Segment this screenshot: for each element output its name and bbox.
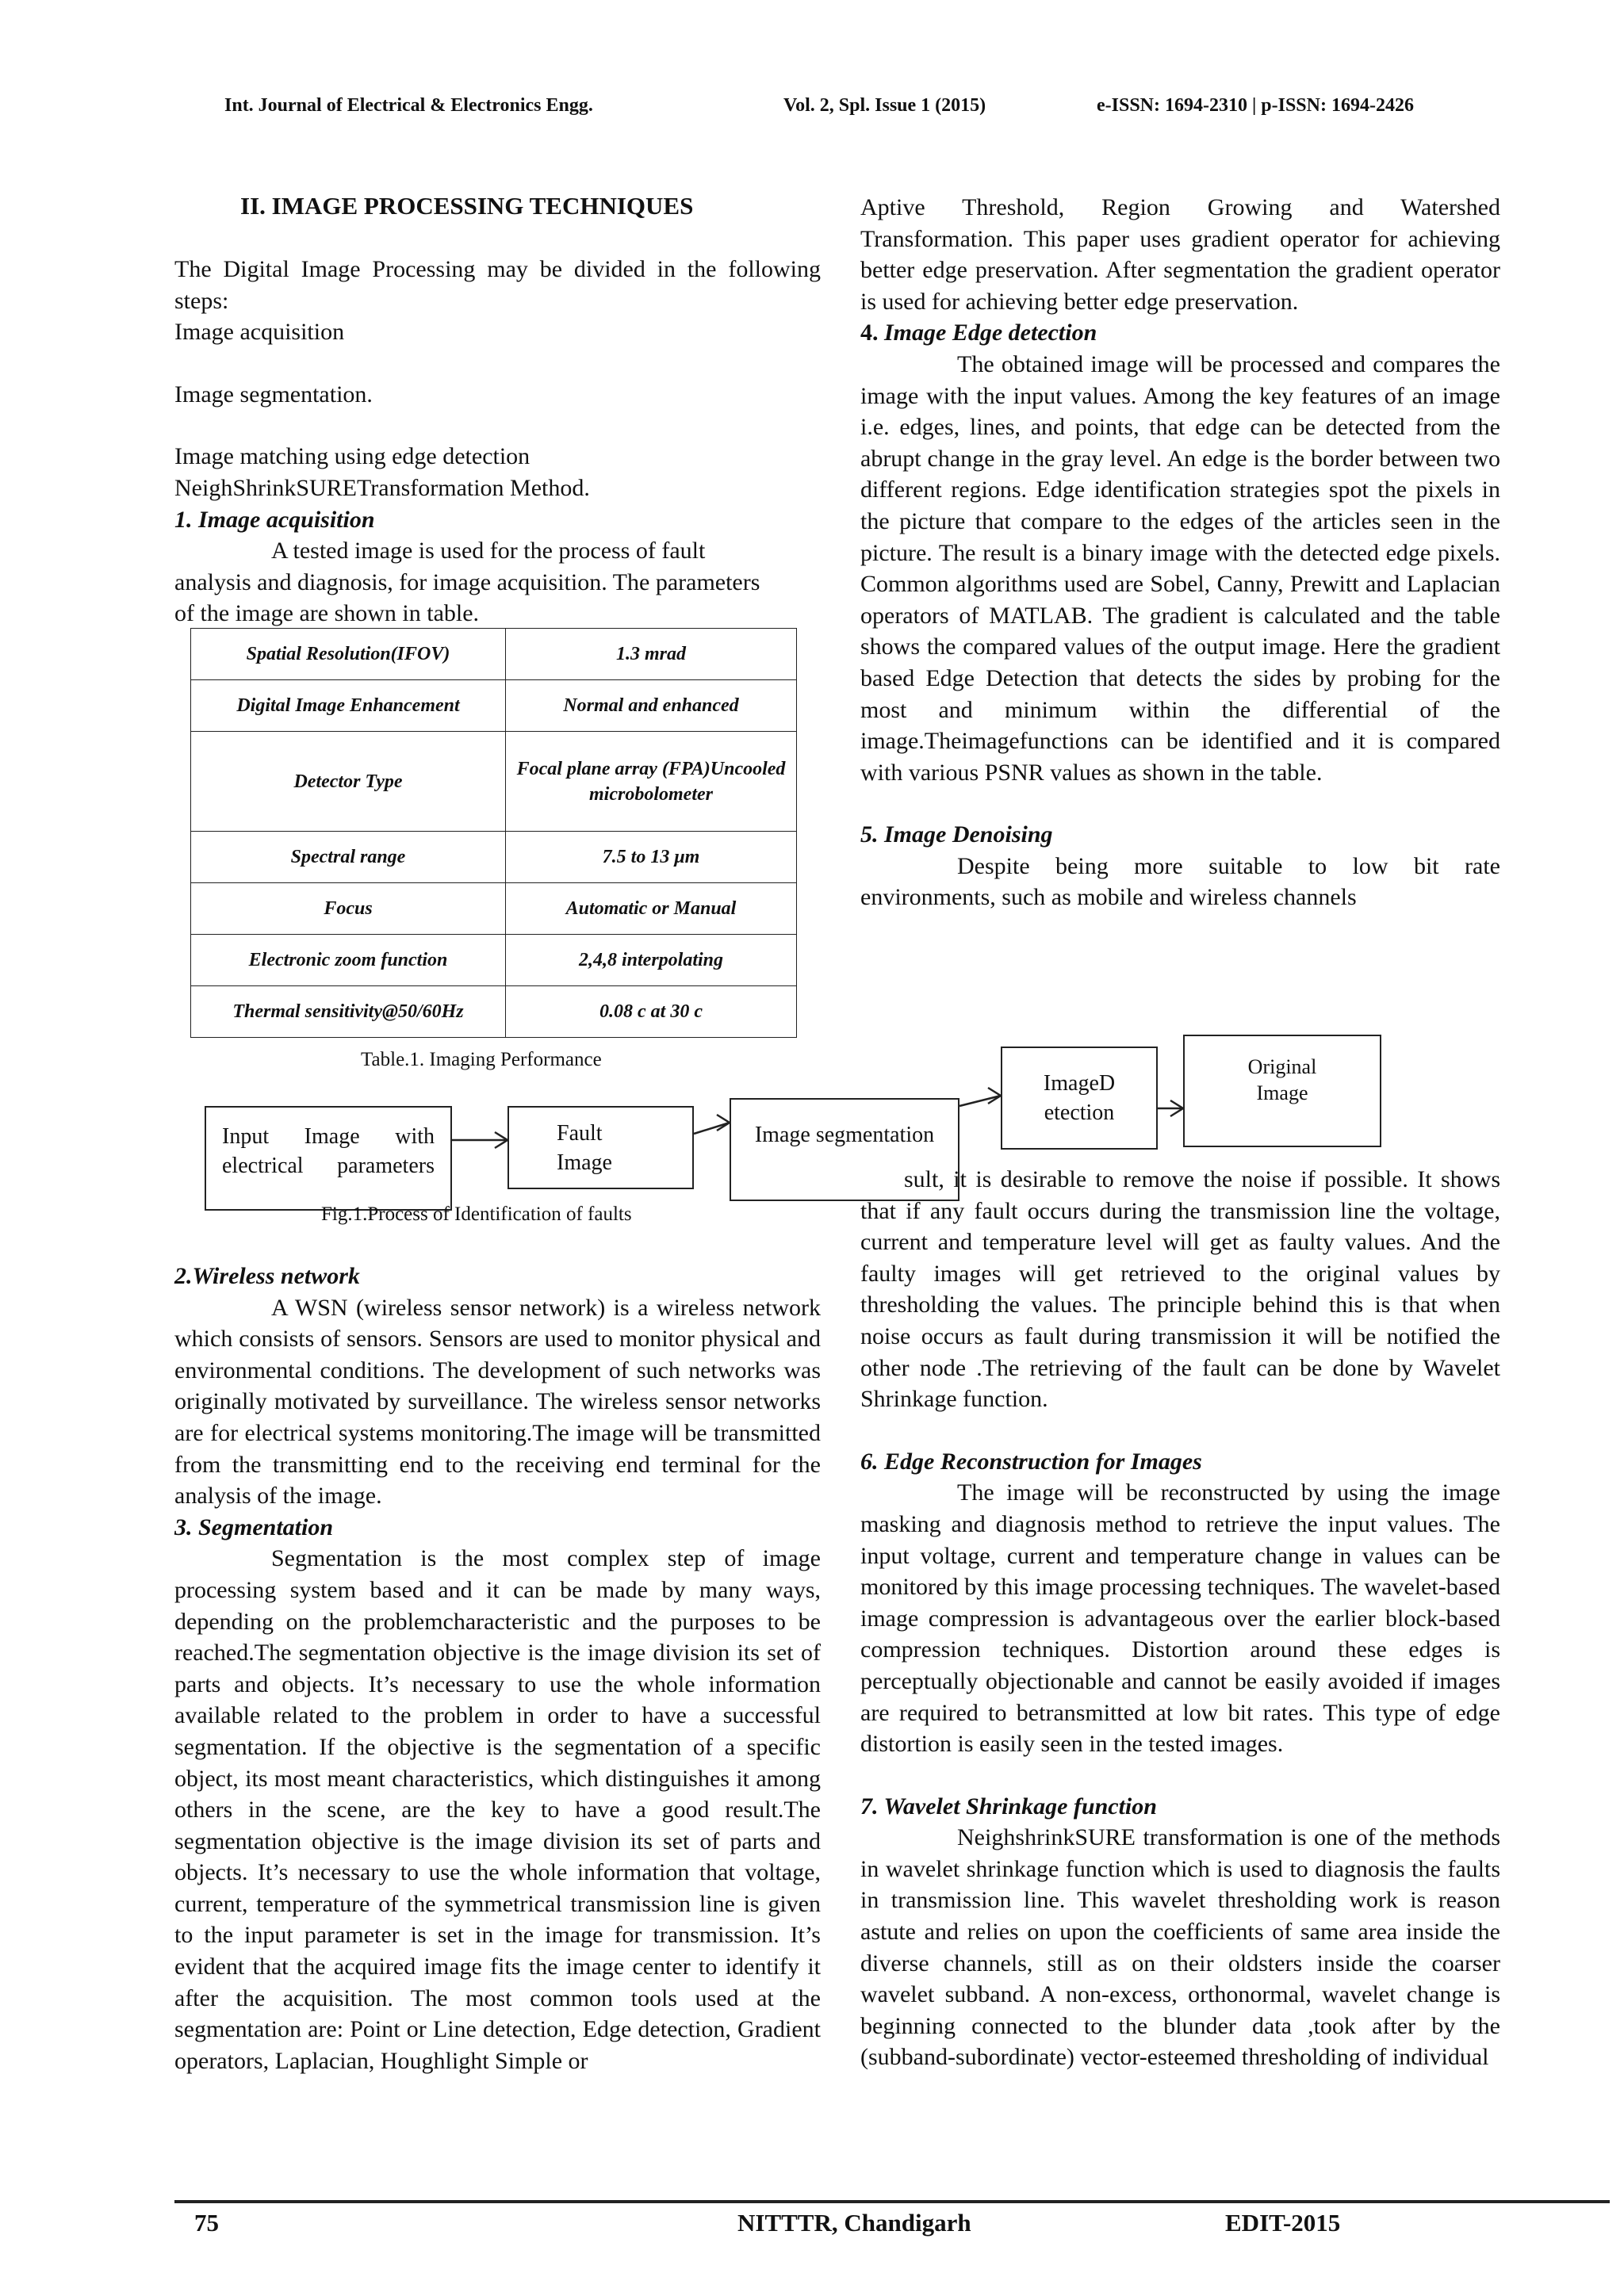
table-param: Digital Image Enhancement xyxy=(191,680,506,732)
arrow-1 xyxy=(452,1132,508,1148)
box-image-detection-label: ImageD etection xyxy=(1043,1071,1116,1125)
arrow-2 xyxy=(694,1115,730,1134)
section-4-title: Image Edge detection xyxy=(884,320,1097,346)
journal-name: Int. Journal of Electrical & Electronics Engg. xyxy=(224,95,593,116)
step-1: Image acquisition xyxy=(174,319,345,346)
table-param: Thermal sensitivity@50/60Hz xyxy=(191,986,506,1038)
table-value: Normal and enhanced xyxy=(506,680,797,732)
section-5-heading: 5. Image Denoising xyxy=(860,821,1053,848)
table-value: 1.3 mrad xyxy=(506,629,797,680)
section-5-continued: sult, it is desirable to remove the noise if possible. It shows that if any fault occurs during the transmission line the voltage, current and temperature level will get as faulty values. And the faulty images will get retrieved to the original values by thresholding the values. The principle behind this is that when noise occurs as fault during transmission it will be notified the other node .The retrieving of the fault can be done by Wavelet Shrinkage function. xyxy=(860,1166,1500,1413)
table-value: 0.08 c at 30 c xyxy=(506,986,797,1038)
box-image-detection xyxy=(1001,1047,1158,1150)
section-4-number: 4. xyxy=(860,320,879,346)
section-7-heading: 7. Wavelet Shrinkage function xyxy=(860,1793,1157,1820)
table-value: Focal plane array (FPA)Uncooled microbolometer xyxy=(506,732,797,832)
section-3-heading: 3. Segmentation xyxy=(174,1513,334,1540)
section-4-heading xyxy=(860,317,1500,349)
table-caption: Table.1. Imaging Performance xyxy=(361,1049,602,1070)
left-column-bottom xyxy=(174,1261,821,2076)
section-title: II. IMAGE PROCESSING TECHNIQUES xyxy=(240,192,694,220)
footer-divider xyxy=(174,2200,1610,2203)
section-7-body: NeighshrinkSURE transformation is one of the methods in wavelet shrinkage function which is used to diagnosis the faults in transmission line. This wavelet thresholding work is reason astute and relies on upon the coefficients of same area inside the diverse channels, still as on their oldsters inside the coarser wavelet subband. A non-excess, orthonormal, wavelet change is beginning connected to the blunder data ,took after by the (subband-subordinate) vector-esteemed thresholding of individual xyxy=(860,1824,1500,2071)
section-2-heading: 2.Wireless network xyxy=(174,1263,360,1289)
footer-edition: EDIT-2015 xyxy=(1225,2209,1341,2237)
right-column-top xyxy=(860,192,1500,913)
right-column-bottom xyxy=(860,1164,1500,2073)
step-3: Image matching using edge detection xyxy=(174,443,530,470)
table-value: 7.5 to 13 μm xyxy=(506,832,797,883)
section-4-body: The obtained image will be processed and compares the image with the input values. Among the key features of an image i.e. edges, lines, and points, that edge can be detected from the abrupt change in the gray level. An edge is the border between two different regions. Edge identification strategies spot the pixels in the picture that compare to the edges of the articles seen in the picture. The result is a binary image with the detected edge pixels. Common algorithms used are Sobel, Canny, Prewitt and Laplacian operators of MATLAB. The gradient is calculated and the table shows the compared values of the output image. Here the gradient based Edge Detection that detects the sides by probing for the most and minimum within the differential of the image.Theimagefunctions can be identified and it is compared with various PSNR values as shown in the table. xyxy=(860,350,1500,786)
issn-info: e-ISSN: 1694-2310 | p-ISSN: 1694-2426 xyxy=(1097,95,1414,116)
intro-paragraph: The Digital Image Processing may be divided in the following steps: xyxy=(174,256,821,314)
box-original-image xyxy=(1183,1035,1381,1147)
box-fault-image-label: Fault Image xyxy=(557,1121,612,1175)
segmentation-continued: Aptive Threshold, Region Growing and Watershed Transformation. This paper uses gradient operator for achieving better edge preservation. After segmentation the gradient operator is used for achieving better edge preservation. xyxy=(860,194,1500,315)
footer-institute: NITTTR, Chandigarh xyxy=(737,2209,971,2237)
section-1-heading: 1. Image acquisition xyxy=(174,506,375,533)
table-value: Automatic or Manual xyxy=(506,883,797,935)
box-original-image-label: Original Image xyxy=(1247,1055,1317,1104)
section-5-body: Despite being more suitable to low bit rate environments, such as mobile and wireless channels xyxy=(860,852,1500,911)
arrow-4 xyxy=(1158,1100,1183,1116)
arrow-3 xyxy=(959,1088,1001,1106)
section-6-body: The image will be reconstructed by using the image masking and diagnosis method to retrieve the input values. The input voltage, current and temperature change in values can be monitored by this image processing techniques. The wavelet-based image compression is advantageous over the earlier block-based compression techniques. Distortion around these edges is perceptually objectionable and cannot be easily avoided if images are required to betransmitted at low bit rates. This type of edge distortion is easily seen in the tested images. xyxy=(860,1479,1500,1758)
table-param: Focus xyxy=(191,883,506,935)
section-1-body: A tested image is used for the process of fault analysis and diagnosis, for image acquisition. The parameters of the image are shown in table. xyxy=(174,538,760,627)
page-number: 75 xyxy=(194,2209,219,2237)
section-2-body: A WSN (wireless sensor network) is a wireless network which consists of sensors. Sensors are used to monitor physical and environmental conditions. The development of such networks was originally motivated by surveillance. The wireless sensor networks are for electrical systems monitoring.The image will be transmitted from the transmitting end to the receiving end terminal for the analysis of the image. xyxy=(174,1294,821,1510)
step-2: Image segmentation. xyxy=(174,381,373,408)
section-6-heading: 6. Edge Reconstruction for Images xyxy=(860,1448,1202,1475)
table-param: Spectral range xyxy=(191,832,506,883)
table-param: Spatial Resolution(IFOV) xyxy=(191,629,506,680)
step-4: NeighShrinkSURETransformation Method. xyxy=(174,474,590,501)
table-param: Detector Type xyxy=(191,732,506,832)
box-input-image xyxy=(205,1106,452,1211)
volume-info: Vol. 2, Spl. Issue 1 (2015) xyxy=(783,95,986,116)
figure-caption: Fig.1.Process of Identification of faults xyxy=(321,1203,632,1225)
table-value: 2,4,8 interpolating xyxy=(506,935,797,986)
section-3-body: Segmentation is the most complex step of image processing system based and it can be made by many ways, depending on the problemcharacteristic and the purposes to be reached.The segmentation objective is the image division its set of parts and objects. It’s necessary to use the whole information available related to the problem in order to have a successful segmentation. If the objective is the segmentation of a specific object, its most meant characteristics, which distinguishes it among others in the scene, are the key to have a good result.The segmentation objective is the image division its set of parts and objects. It’s necessary to use the whole information that voltage, current, temperature of the symmetrical transmission line is given to the input parameter is set in the image for transmission. It’s evident that the acquired image fits the image center to identify it after the acquisition. The most common tools used at the segmentation are: Point or Line detection, Edge detection, Gradient operators, Laplacian, Houghlight Simple or xyxy=(174,1545,821,2074)
box-fault-image xyxy=(508,1106,694,1189)
table-param: Electronic zoom function xyxy=(191,935,506,986)
box-image-segmentation-label: Image segmentation xyxy=(754,1123,935,1147)
box-input-image-label: Input Image with electrical parameters xyxy=(222,1124,435,1178)
